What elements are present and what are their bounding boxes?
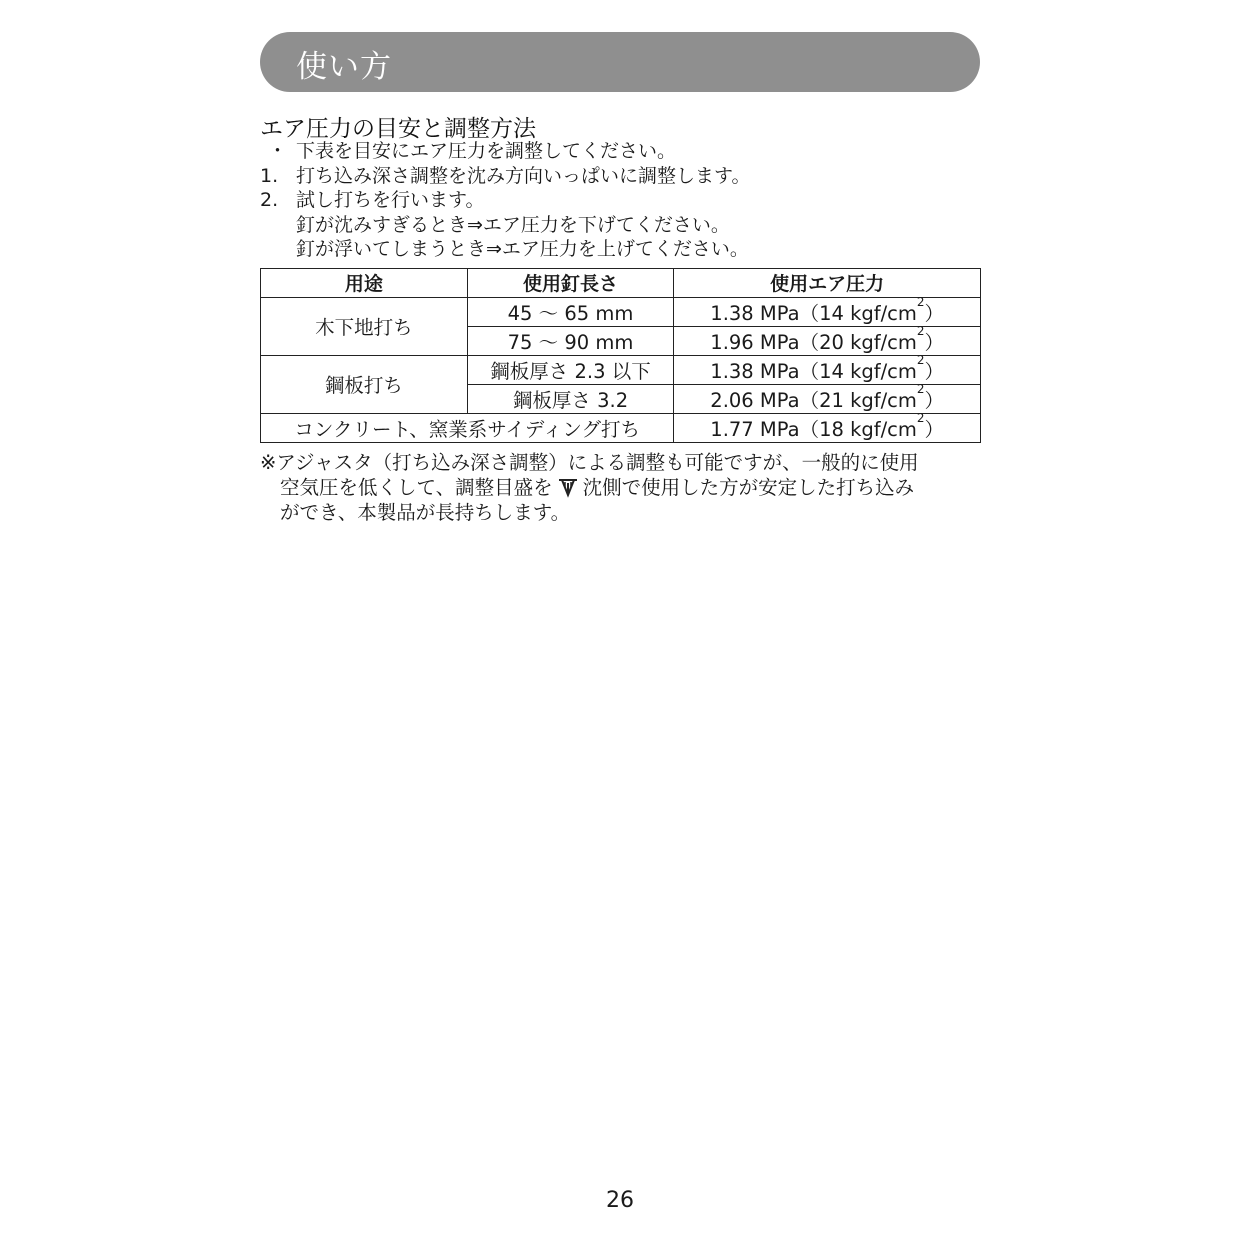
table-header-row bbox=[261, 269, 981, 298]
table-row bbox=[261, 297, 981, 326]
length-cell: 75 ～ 90 mm bbox=[467, 326, 674, 355]
pressure-cell: 1.77 MPa（18 kgf/$cm^2$） bbox=[674, 413, 981, 442]
instruction-item bbox=[260, 139, 980, 164]
bullet-mark: ・ bbox=[268, 140, 288, 162]
adjuster-note bbox=[260, 450, 982, 525]
instruction-item bbox=[260, 213, 980, 238]
use-cell: 木下地打ち bbox=[261, 297, 468, 355]
section-heading: エア圧力の目安と調整方法 bbox=[260, 116, 536, 142]
instruction-item bbox=[260, 164, 980, 189]
table-row bbox=[261, 413, 981, 442]
pressure-cell: 2.06 MPa（21 kgf/$cm^2$） bbox=[674, 384, 981, 413]
table-row bbox=[261, 355, 981, 384]
length-cell: 鋼板厚さ 3.2 bbox=[467, 384, 674, 413]
page-title: 使い方 bbox=[296, 49, 392, 85]
note-line: ができ、本製品が長持ちします。 bbox=[280, 501, 571, 524]
instruction-text: 試し打ちを行います。 bbox=[296, 189, 485, 211]
column-header: 使用釘長さ bbox=[467, 269, 674, 298]
note-line: ※アジャスタ（打ち込み深さ調整）による調整も可能ですが、一般的に使用 bbox=[260, 451, 919, 474]
pressure-cell: 1.96 MPa（20 kgf/$cm^2$） bbox=[674, 326, 981, 355]
step-number: 1. bbox=[260, 164, 279, 187]
instruction-list bbox=[260, 139, 980, 262]
pressure-cell: 1.38 MPa（14 kgf/$cm^2$） bbox=[674, 297, 981, 326]
column-header: 用途 bbox=[261, 269, 468, 298]
instruction-text: 打ち込み深さ調整を沈み方向いっぱいに調整します。 bbox=[296, 164, 751, 187]
instruction-text: 下表を目安にエア圧力を調整してください。 bbox=[296, 140, 677, 162]
step-number: 2. bbox=[260, 189, 279, 211]
note-line: 空気圧を低くして、調整目盛を 沈側で使用した方が安定した打ち込み bbox=[280, 476, 915, 499]
page-number: 26 bbox=[606, 1188, 634, 1213]
use-cell: 鋼板打ち bbox=[261, 355, 468, 413]
instruction-item bbox=[260, 188, 980, 213]
use-cell: コンクリート、窯業系サイディング打ち bbox=[261, 413, 674, 442]
air-pressure-table bbox=[260, 268, 981, 443]
sink-dial-icon bbox=[557, 476, 579, 498]
pressure-cell: 1.38 MPa（14 kgf/$cm^2$） bbox=[674, 355, 981, 384]
section-banner bbox=[260, 32, 980, 92]
length-cell: 鋼板厚さ 2.3 以下 bbox=[467, 355, 674, 384]
instruction-item bbox=[260, 237, 980, 262]
column-header: 使用エア圧力 bbox=[674, 269, 981, 298]
instruction-text: 釘が沈みすぎるとき⇒エア圧力を下げてください。 bbox=[296, 213, 730, 236]
length-cell: 45 ～ 65 mm bbox=[467, 297, 674, 326]
instruction-text: 釘が浮いてしまうとき⇒エア圧力を上げてください。 bbox=[296, 238, 749, 260]
